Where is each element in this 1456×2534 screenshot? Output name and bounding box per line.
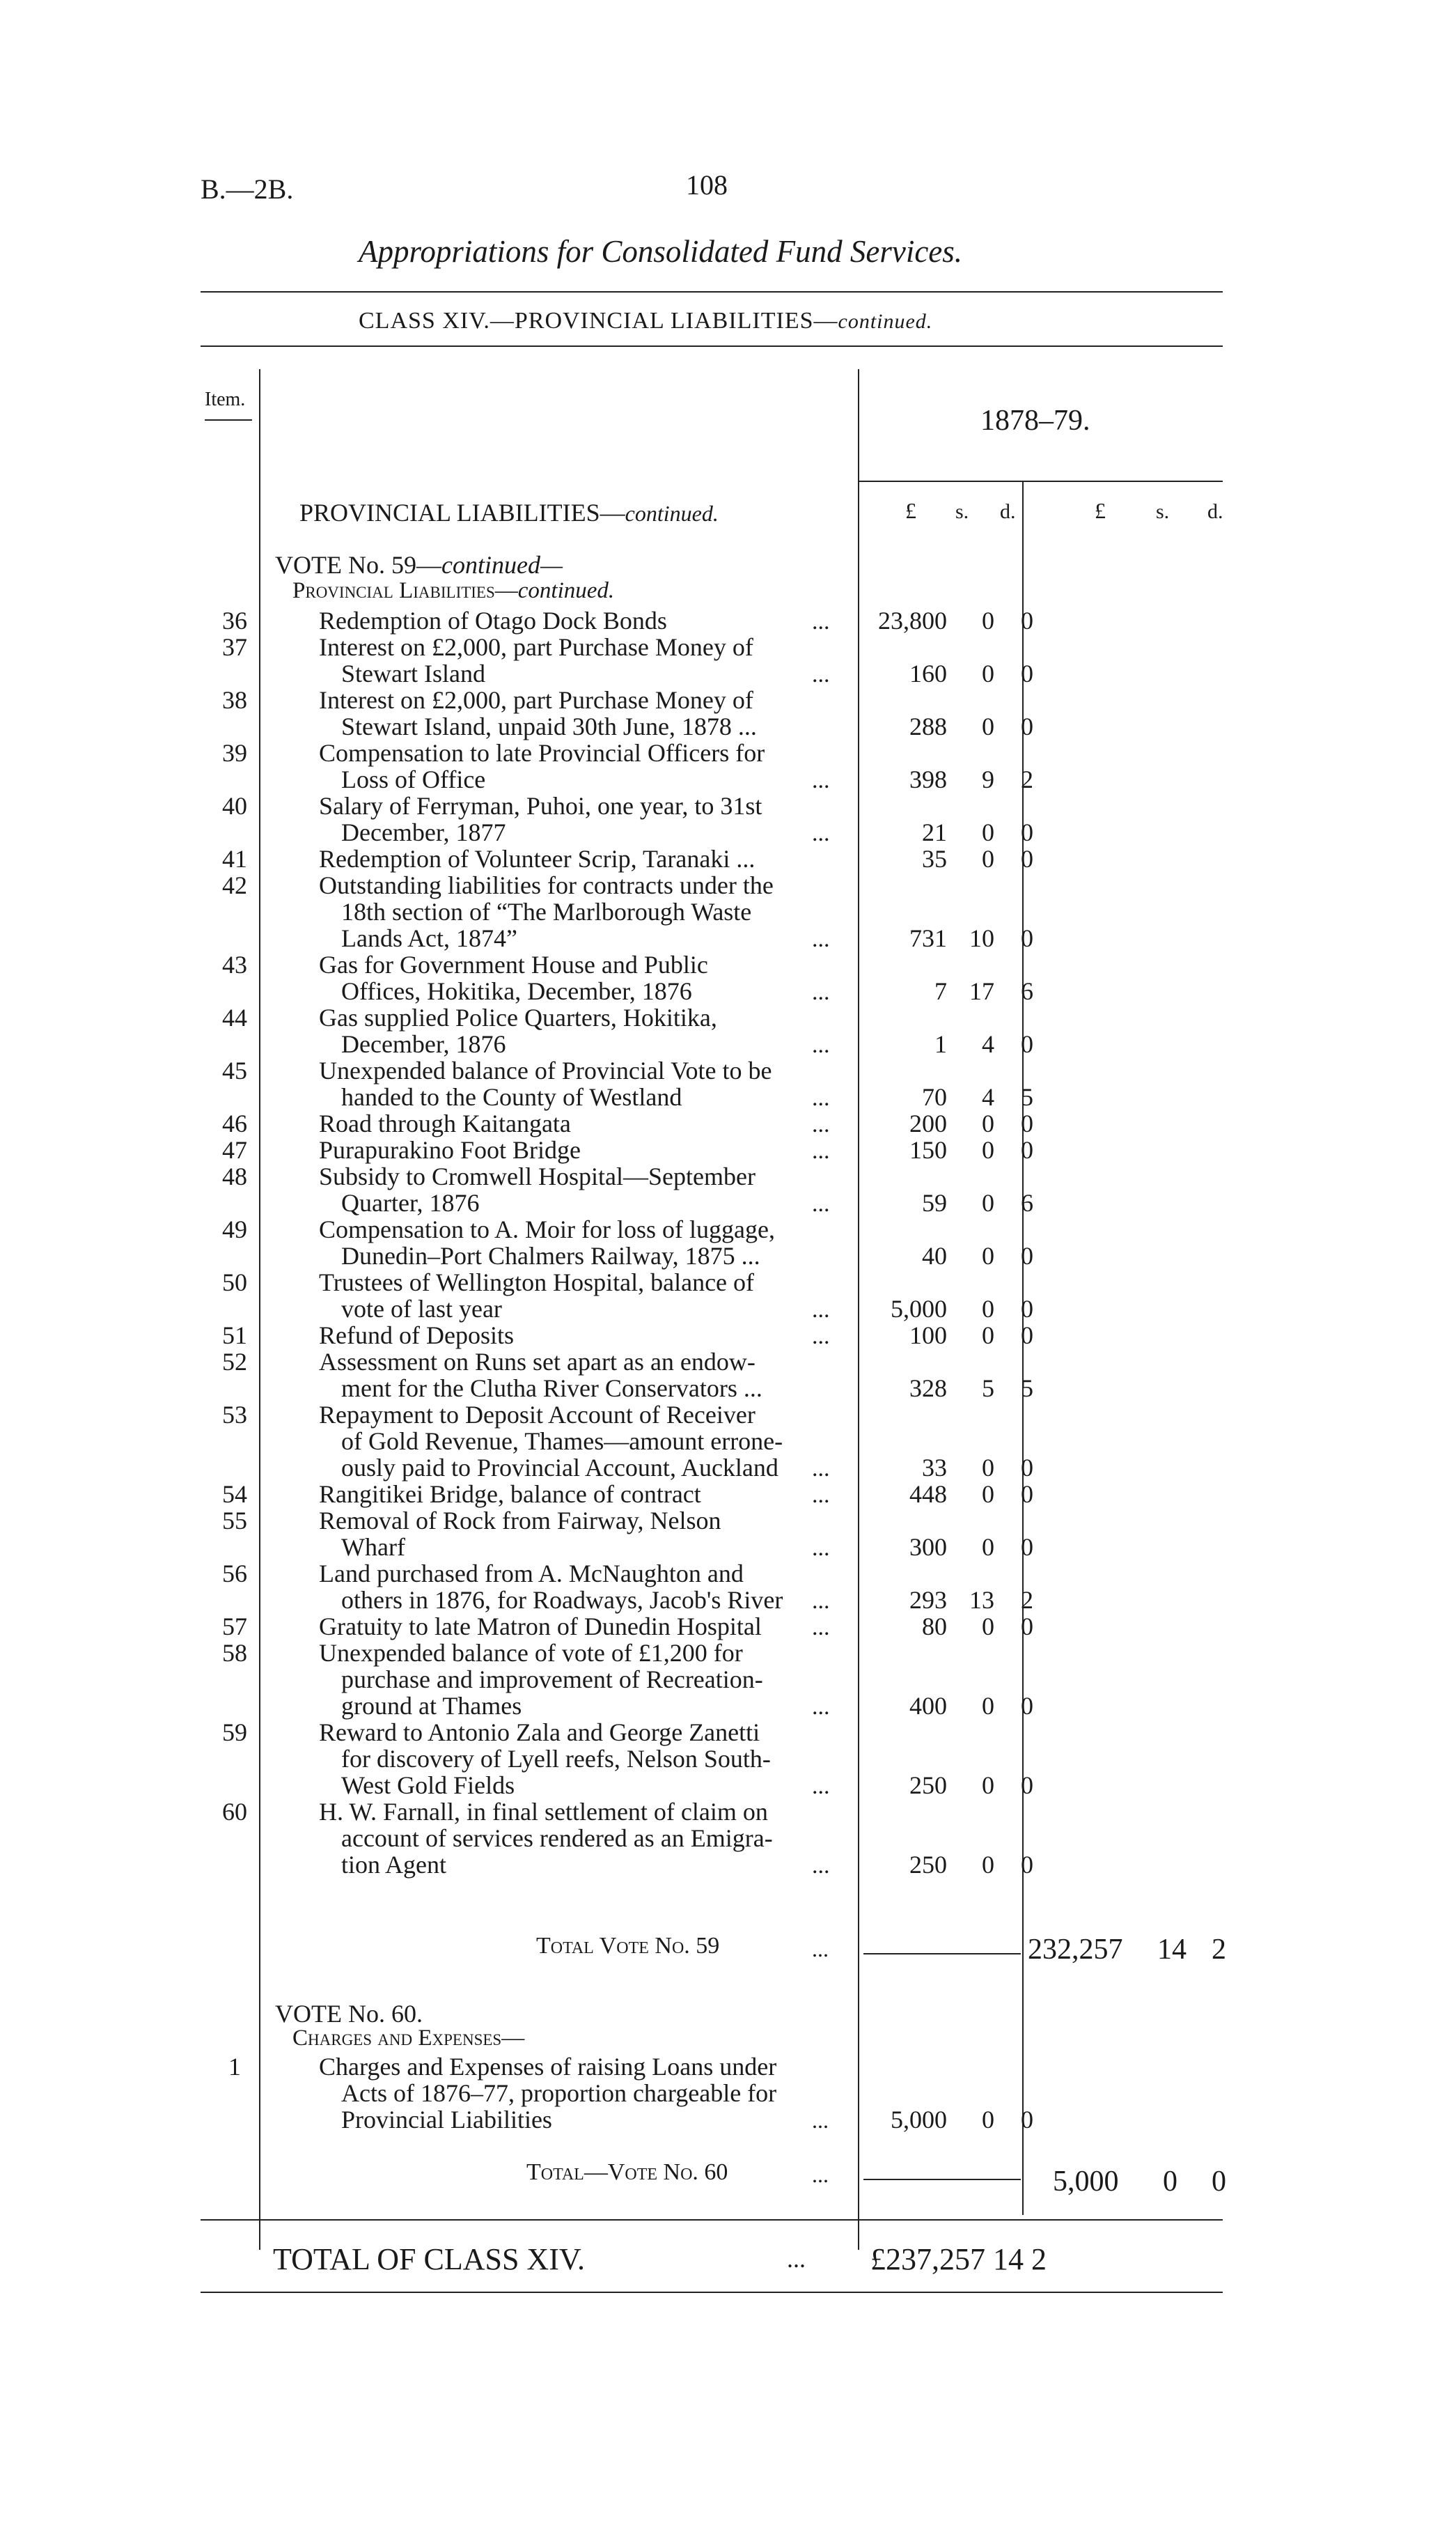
vote-59-subtotal-rule — [863, 1953, 1021, 1954]
vote-60-total-pence: 0 — [1212, 2166, 1226, 2198]
amount-pence: 0 — [1021, 1454, 1033, 1482]
item-number: 39 — [222, 739, 247, 767]
amount-pounds: 731 — [909, 924, 947, 952]
section-heading-cont: continued. — [625, 501, 719, 526]
item-description-line: handed to the County of Westland — [341, 1083, 682, 1111]
item-number: 48 — [222, 1163, 247, 1190]
leader-dots: ... — [812, 768, 830, 793]
rule-above-grand-total — [201, 2219, 1223, 2221]
amount-pence: 0 — [1021, 1110, 1033, 1137]
column-header-item: Item. — [205, 389, 246, 410]
vote-59-sub-cont: continued. — [517, 578, 615, 603]
vote-60-shillings: 0 — [982, 2106, 994, 2133]
item-number: 44 — [222, 1004, 247, 1032]
amount-shillings: 0 — [982, 1136, 994, 1164]
amount-pounds: 160 — [909, 660, 947, 687]
leader-dots: ... — [812, 1535, 830, 1561]
amount-shillings: 0 — [982, 1533, 994, 1561]
amount-pence: 5 — [1021, 1083, 1033, 1111]
item-description-line: Road through Kaitangata — [319, 1110, 571, 1137]
leader-dots: ... — [812, 662, 830, 687]
table-row — [0, 632, 1456, 685]
amount-pounds: 250 — [909, 1851, 947, 1879]
item-description-line: West Gold Fields — [341, 1771, 515, 1799]
item-description-line: Wharf — [341, 1533, 405, 1561]
item-description-line: tion Agent — [341, 1851, 446, 1879]
column-header-pound-1: £ — [905, 498, 916, 523]
amount-shillings: 4 — [982, 1083, 994, 1111]
item-description-line: Land purchased from A. McNaughton and — [319, 1560, 744, 1587]
table-row — [0, 791, 1456, 844]
item-number: 54 — [222, 1480, 247, 1508]
table-row — [0, 1056, 1456, 1109]
vote-59-heading — [275, 550, 563, 580]
amount-pence: 0 — [1021, 1295, 1033, 1323]
amount-pence: 6 — [1021, 977, 1033, 1005]
amount-pence: 0 — [1021, 1612, 1033, 1640]
amount-shillings: 4 — [982, 1030, 994, 1058]
amount-pounds: 80 — [922, 1612, 947, 1640]
vote-60-line-3: Provincial Liabilities — [341, 2106, 552, 2133]
amount-pounds: 59 — [922, 1189, 947, 1217]
table-row — [0, 1215, 1456, 1268]
amount-shillings: 5 — [982, 1374, 994, 1402]
vote-59-subheading — [292, 578, 614, 604]
amount-pounds: 5,000 — [891, 1295, 947, 1323]
vote-60-title: VOTE No. 60. — [275, 2000, 423, 2028]
vote-59-total-pence: 2 — [1212, 1934, 1226, 1966]
vote-60-total-pounds: 5,000 — [1053, 2166, 1119, 2198]
item-description-line: ground at Thames — [341, 1692, 522, 1720]
column-header-pound-2: £ — [1095, 498, 1106, 523]
amount-pounds: 293 — [909, 1586, 947, 1614]
item-number: 58 — [222, 1639, 247, 1667]
vote-59-title: VOTE No. 59— — [275, 551, 441, 579]
item-description-line: Gratuity to late Matron of Dunedin Hospital — [319, 1612, 762, 1640]
item-number: 45 — [222, 1057, 247, 1085]
amount-pence: 2 — [1021, 1586, 1033, 1614]
amount-shillings: 0 — [982, 1189, 994, 1217]
vote-60-line-1: Charges and Expenses of raising Loans under — [319, 2053, 777, 2081]
item-description-line: Redemption of Otago Dock Bonds — [319, 607, 667, 635]
vote-59-title-cont: continued— — [441, 551, 563, 579]
item-number: 55 — [222, 1507, 247, 1534]
item-description-line: vote of last year — [341, 1295, 502, 1323]
column-header-pence-1: d. — [1000, 500, 1016, 523]
vote-60-subtotal-rule — [863, 2179, 1021, 2180]
item-number: 37 — [222, 633, 247, 661]
vote-59-total-label: Total Vote No. 59 — [536, 1933, 720, 1959]
rule-under-class — [201, 345, 1223, 347]
grand-total-amount: £237,257 14 2 — [870, 2242, 1047, 2276]
table-row — [0, 871, 1456, 950]
item-description-line: Stewart Island, unpaid 30th June, 1878 ... — [341, 713, 757, 740]
item-header-rule — [205, 419, 252, 421]
leader-dots: ... — [812, 1085, 830, 1111]
amount-shillings: 0 — [982, 1454, 994, 1482]
grand-total-label: TOTAL OF CLASS XIV. — [273, 2242, 585, 2276]
item-description-line: others in 1876, for Roadways, Jacob's River — [341, 1586, 783, 1614]
amount-pence: 0 — [1021, 1771, 1033, 1799]
item-number: 42 — [222, 871, 247, 899]
amount-shillings: 0 — [982, 1771, 994, 1799]
column-header-pence-2: d. — [1207, 500, 1223, 523]
amount-pence: 6 — [1021, 1189, 1033, 1217]
vote-60-line-2: Acts of 1876–77, proportion chargeable for — [341, 2079, 777, 2107]
item-number: 57 — [222, 1612, 247, 1640]
item-description-line: Salary of Ferryman, Puhoi, one year, to 31st — [319, 792, 762, 820]
amount-pence: 0 — [1021, 845, 1033, 873]
table-row — [0, 1797, 1456, 1879]
leader-dots: ... — [812, 821, 830, 846]
amount-shillings: 0 — [982, 1295, 994, 1323]
item-description-line: Interest on £2,000, part Purchase Money of — [319, 686, 753, 714]
amount-pounds: 448 — [909, 1480, 947, 1508]
item-description-line: Offices, Hokitika, December, 1876 — [341, 977, 692, 1005]
item-number: 51 — [222, 1321, 247, 1349]
amount-pence: 0 — [1021, 607, 1033, 635]
leader-dots: ... — [812, 979, 830, 1005]
item-description-line: Assessment on Runs set apart as an endow- — [319, 1348, 756, 1376]
table-row — [0, 1612, 1456, 1638]
amount-shillings: 13 — [969, 1586, 994, 1614]
item-description-line: H. W. Farnall, in final settlement of claim on — [319, 1798, 768, 1826]
vote-60-pounds: 5,000 — [891, 2106, 947, 2133]
vote-59-sub: Provincial Liabilities— — [292, 578, 518, 603]
item-description-line: Compensation to A. Moir for loss of luggage, — [319, 1215, 775, 1243]
amount-pence: 0 — [1021, 1321, 1033, 1349]
class-heading — [359, 308, 932, 334]
leader-dots: ... — [812, 1773, 830, 1799]
amount-shillings: 0 — [982, 845, 994, 873]
amount-shillings: 17 — [969, 977, 994, 1005]
table-row — [0, 1559, 1456, 1612]
amount-shillings: 9 — [982, 765, 994, 793]
table-row — [0, 1109, 1456, 1135]
table-row — [0, 738, 1456, 791]
item-description-line: for discovery of Lyell reefs, Nelson South- — [341, 1745, 771, 1773]
amount-shillings: 0 — [982, 1321, 994, 1349]
item-number: 47 — [222, 1136, 247, 1164]
page-number: 108 — [686, 169, 728, 201]
leader-dots: ... — [812, 1615, 830, 1640]
vote-60-subheading: Charges and Expenses— — [292, 2026, 525, 2051]
class-heading-cont: continued. — [838, 310, 933, 333]
vote-60-pence: 0 — [1021, 2106, 1033, 2133]
vote-59-total-shillings: 14 — [1157, 1934, 1187, 1966]
amount-pounds: 398 — [909, 765, 947, 793]
leader-dots: ... — [812, 926, 830, 952]
rule-top — [201, 291, 1223, 293]
item-description-line: Reward to Antonio Zala and George Zanetti — [319, 1718, 760, 1746]
item-description-line: Trustees of Wellington Hospital, balance of — [319, 1268, 755, 1296]
table-row — [0, 1347, 1456, 1400]
table-row — [0, 606, 1456, 635]
leader-dots: ... — [812, 1112, 830, 1137]
section-heading — [299, 498, 719, 527]
item-description-line: December, 1877 — [341, 818, 506, 846]
column-header-shilling-2: s. — [1156, 500, 1170, 523]
table-row — [0, 1400, 1456, 1482]
item-description-line: Purapurakino Foot Bridge — [319, 1136, 581, 1164]
amount-shillings: 10 — [969, 924, 994, 952]
item-description-line: Interest on £2,000, part Purchase Money of — [319, 633, 753, 661]
amount-pence: 0 — [1021, 1480, 1033, 1508]
amount-pence: 0 — [1021, 1242, 1033, 1270]
leader-dots: ... — [812, 1456, 830, 1482]
amount-shillings: 0 — [982, 1110, 994, 1137]
table-row — [0, 1479, 1456, 1506]
page-title: Appropriations for Consolidated Fund Services. — [359, 234, 963, 269]
amount-pence: 0 — [1021, 1692, 1033, 1720]
amount-shillings: 0 — [982, 818, 994, 846]
leader-dots: ... — [812, 1853, 830, 1879]
item-description-line: Gas for Government House and Public — [319, 951, 708, 979]
item-description-line: Repayment to Deposit Account of Receiver — [319, 1401, 756, 1429]
vote-59-total-pounds: 232,257 — [1028, 1934, 1123, 1966]
item-number: 53 — [222, 1401, 247, 1429]
amount-pounds: 33 — [922, 1454, 947, 1482]
item-description-line: purchase and improvement of Recreation- — [341, 1665, 763, 1693]
item-description-line: Stewart Island — [341, 660, 485, 687]
item-description-line: Quarter, 1876 — [341, 1189, 480, 1217]
item-number: 52 — [222, 1348, 247, 1376]
item-description-line: of Gold Revenue, Thames—amount errone- — [341, 1427, 783, 1455]
amount-pounds: 35 — [922, 845, 947, 873]
item-description-line: 18th section of “The Marlborough Waste — [341, 898, 752, 926]
item-description-line: December, 1876 — [341, 1030, 506, 1058]
amount-pounds: 150 — [909, 1136, 947, 1164]
item-number: 43 — [222, 951, 247, 979]
item-description-line: ment for the Clutha River Conservators ... — [341, 1374, 762, 1402]
amount-pounds: 100 — [909, 1321, 947, 1349]
table-row — [0, 844, 1456, 871]
item-number: 60 — [222, 1798, 247, 1826]
item-number: 38 — [222, 686, 247, 714]
amount-pounds: 328 — [909, 1374, 947, 1402]
item-number: 41 — [222, 845, 247, 873]
amount-shillings: 0 — [982, 713, 994, 740]
item-number: 36 — [222, 607, 247, 635]
item-description-line: Redemption of Volunteer Scrip, Taranaki ... — [319, 845, 756, 873]
amount-pence: 0 — [1021, 1851, 1033, 1879]
item-number: 50 — [222, 1268, 247, 1296]
amount-shillings: 0 — [982, 660, 994, 687]
vote-60-total-shillings: 0 — [1163, 2166, 1177, 2198]
amount-pence: 0 — [1021, 660, 1033, 687]
leader-dots: ... — [812, 1482, 830, 1508]
section-heading-main: PROVINCIAL LIABILITIES— — [299, 499, 625, 527]
vote-60-total-dots: ... — [812, 2162, 829, 2187]
item-description-line: Unexpended balance of vote of £1,200 for — [319, 1639, 743, 1667]
table-row — [0, 1268, 1456, 1321]
leader-dots: ... — [812, 1297, 830, 1323]
table-row — [0, 1135, 1456, 1162]
item-description-line: Rangitikei Bridge, balance of contract — [319, 1480, 701, 1508]
amount-pence: 0 — [1021, 818, 1033, 846]
amount-pence: 0 — [1021, 713, 1033, 740]
amount-shillings: 0 — [982, 1851, 994, 1879]
table-row — [0, 1506, 1456, 1559]
leader-dots: ... — [812, 1694, 830, 1720]
item-description-line: Removal of Rock from Fairway, Nelson — [319, 1507, 721, 1534]
item-description-line: Outstanding liabilities for contracts under the — [319, 871, 774, 899]
amount-shillings: 0 — [982, 1480, 994, 1508]
amount-pence: 0 — [1021, 1030, 1033, 1058]
item-description-line: Subsidy to Cromwell Hospital—September — [319, 1163, 756, 1190]
item-description-line: ously paid to Provincial Account, Auckland — [341, 1454, 778, 1482]
rule-year-under — [858, 481, 1223, 482]
item-description-line: Loss of Office — [341, 765, 486, 793]
document-code: B.—2B. — [201, 173, 294, 205]
amount-pence: 5 — [1021, 1374, 1033, 1402]
item-description-line: Dunedin–Port Chalmers Railway, 1875 ... — [341, 1242, 760, 1270]
leader-dots: ... — [812, 1032, 830, 1058]
table-row — [0, 1162, 1456, 1215]
amount-pounds: 1 — [934, 1030, 947, 1058]
table-row — [0, 950, 1456, 1003]
table-row — [0, 1638, 1456, 1718]
item-number: 40 — [222, 792, 247, 820]
amount-shillings: 0 — [982, 1692, 994, 1720]
vote-60-dots: ... — [812, 2108, 829, 2133]
vote-60-total-label: Total—Vote No. 60 — [526, 2159, 728, 2185]
amount-pounds: 40 — [922, 1242, 947, 1270]
item-description-line: Unexpended balance of Provincial Vote to be — [319, 1057, 772, 1085]
leader-dots: ... — [812, 1138, 830, 1164]
vote-60-item-number: 1 — [228, 2053, 241, 2081]
item-number: 49 — [222, 1215, 247, 1243]
item-number: 59 — [222, 1718, 247, 1746]
amount-shillings: 0 — [982, 1612, 994, 1640]
item-description-line: Refund of Deposits — [319, 1321, 514, 1349]
amount-pence: 0 — [1021, 1136, 1033, 1164]
amount-pounds: 200 — [909, 1110, 947, 1137]
column-header-year: 1878–79. — [980, 405, 1090, 437]
amount-pounds: 250 — [909, 1771, 947, 1799]
leader-dots: ... — [812, 1323, 830, 1349]
amount-pounds: 70 — [922, 1083, 947, 1111]
table-row — [0, 1718, 1456, 1797]
amount-shillings: 0 — [982, 607, 994, 635]
grand-total-dots: ... — [787, 2245, 806, 2273]
amount-pence: 2 — [1021, 765, 1033, 793]
leader-dots: ... — [812, 609, 830, 635]
amount-shillings: 0 — [982, 1242, 994, 1270]
amount-pounds: 21 — [922, 818, 947, 846]
amount-pounds: 7 — [934, 977, 947, 1005]
item-description-line: Compensation to late Provincial Officers for — [319, 739, 765, 767]
item-description-line: Lands Act, 1874” — [341, 924, 517, 952]
item-number: 46 — [222, 1110, 247, 1137]
table-row — [0, 1003, 1456, 1056]
amount-pounds: 288 — [909, 713, 947, 740]
item-description-line: account of services rendered as an Emigra- — [341, 1824, 773, 1852]
amount-pounds: 23,800 — [878, 607, 947, 635]
table-row — [0, 685, 1456, 738]
column-header-shilling-1: s. — [955, 500, 969, 523]
item-description-line: Gas supplied Police Quarters, Hokitika, — [319, 1004, 717, 1032]
rule-bottom — [201, 2292, 1223, 2293]
vote-59-total-dots: ... — [812, 1936, 829, 1961]
amount-pounds: 300 — [909, 1533, 947, 1561]
amount-pence: 0 — [1021, 924, 1033, 952]
amount-pence: 0 — [1021, 1533, 1033, 1561]
leader-dots: ... — [812, 1588, 830, 1614]
class-heading-main: CLASS XIV.—PROVINCIAL LIABILITIES— — [359, 308, 838, 334]
table-row — [0, 1321, 1456, 1347]
leader-dots: ... — [812, 1191, 830, 1217]
amount-pounds: 400 — [909, 1692, 947, 1720]
item-number: 56 — [222, 1560, 247, 1587]
